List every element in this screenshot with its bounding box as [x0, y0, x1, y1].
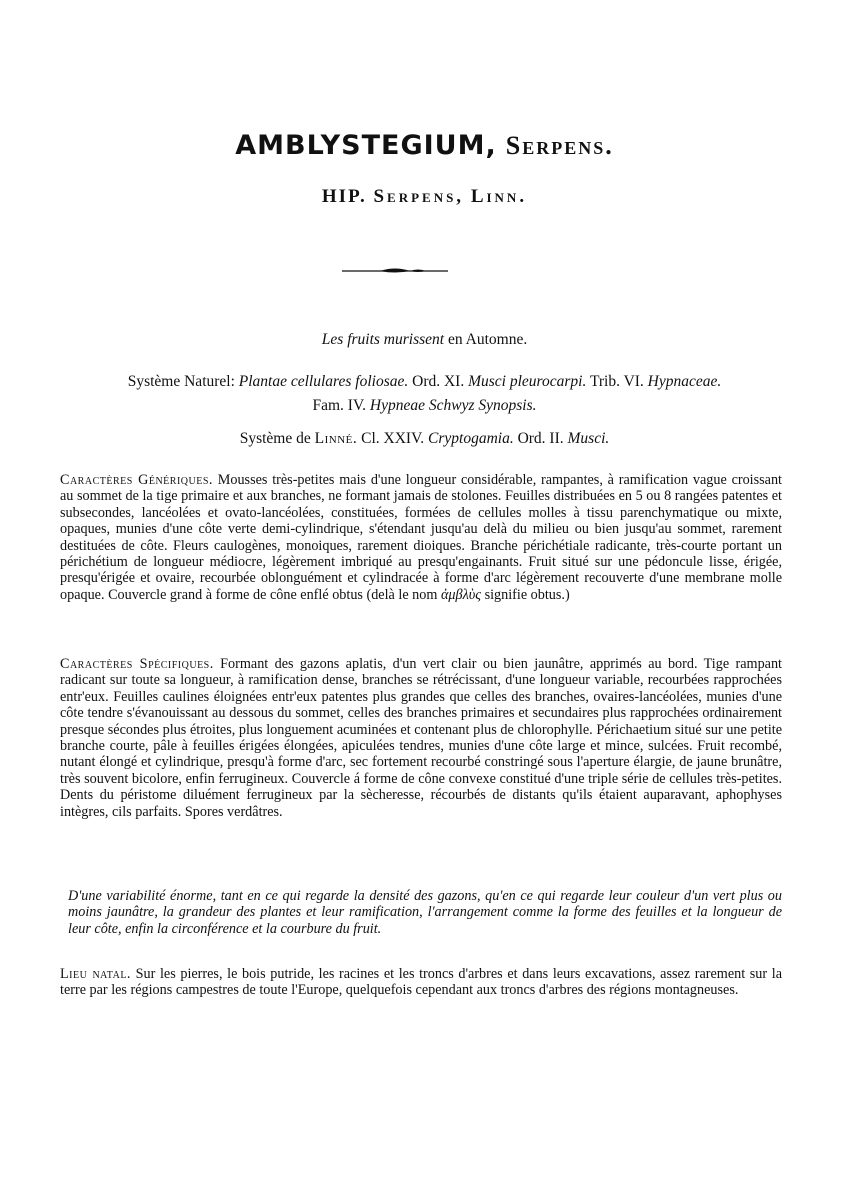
page-title [0, 130, 849, 162]
systeme-naturel-line-1 [0, 373, 849, 391]
generic-characters-text: Mousses très-petites mais d'une longueur considérable, rampantes, à ramification vague croissant au sommet de la tige primaire et aux branches, ne formant jamais de stolones. Feuilles distribuées en 5 ou 8 rangées patentes et subsecondes, lancéolées et ovato-lancéolées, constituées, formées de cellules molles à tissu parenchymatique ou mixte, opaques, munies d'une côte verte demi-cylindrique, s'étendant jusqu'au delà du milieu ou bien jusqu'au sommet, rarement destituées de côte. Fleurs caulogènes, monoiques, rarement dioiques. Branche périchétiale radicante, très-courte portant un périchétium de longueur médiocre, légèrement imbriqué au presqu'engainants. Fruit situé sur une pédoncule lisse, érigée, presqu'érigée et ovaire, recourbée oblonguément et cylindracée à forme d'arc légèrement recouverte d'une membrane molle opaque. Couvercle grand à forme de cône enflé obtus (delà le nom [60, 472, 782, 603]
habitat-text: Sur les pierres, le bois putride, les racines et les troncs d'arbres et dans leurs excavations, assez rarement sur la terre par les régions campestres de toute l'Europe, quelquefois cependant aux troncs d'arbres des régions montagneuses. [60, 966, 782, 999]
systeme-naturel-class: Plantae cellulares foliosae. [238, 373, 409, 390]
generic-characters-paragraph [60, 472, 782, 603]
specific-characters-paragraph [60, 656, 782, 820]
systeme-linne-order: Musci. [567, 430, 610, 447]
habitat-heading: Lieu natal. [60, 966, 131, 982]
systeme-linne-line [0, 430, 849, 448]
systeme-linne-ord: Ord. II. [517, 430, 564, 447]
genus-name: AMBLYSTEGIUM, [235, 130, 497, 161]
systeme-naturel-ord-num: XI. [443, 373, 465, 390]
fruiting-season [0, 331, 849, 349]
generic-characters-heading: Caractères Génériques. [60, 472, 213, 488]
variability-paragraph [68, 888, 782, 937]
systeme-naturel-family: Hypneae Schwyz Synopsis. [369, 397, 537, 414]
variability-text: D'une variabilité énorme, tant en ce qui regarde la densité des gazons, qu'en ce qui regarde leur couleur d'un vert plus ou moins jaunâtre, la grandeur des plantes et leur ramification, l'arrangement comme la forme des feuilles et la longueur de leur côte, enfin la circonférence et la courbure du fruit. [68, 888, 782, 937]
generic-characters-text-end: signifie obtus.) [484, 586, 570, 603]
season-italic: Les fruits murissent [321, 331, 445, 348]
systeme-naturel-trib-label: Trib. VI. [589, 373, 644, 390]
systeme-linne-name: Linné. [314, 430, 358, 447]
systeme-linne-label: Système de [239, 430, 311, 447]
systeme-naturel-ord-label: Ord. [412, 373, 441, 390]
habitat-paragraph [60, 966, 782, 999]
systeme-naturel-tribe: Hypnaceae. [647, 373, 722, 390]
systeme-naturel-line-2 [0, 397, 849, 415]
synonym-prefix: HIP. [321, 186, 367, 207]
species-name: Serpens. [505, 131, 614, 160]
systeme-naturel-label: Système Naturel: [127, 373, 235, 390]
systeme-linne-class: Cryptogamia. [428, 430, 514, 447]
synonym-line [0, 186, 849, 208]
systeme-naturel-order: Musci pleurocarpi. [468, 373, 587, 390]
season-rest: en Automne. [447, 331, 528, 348]
ornament-rule [340, 265, 450, 277]
specific-characters-text: Formant des gazons aplatis, d'un vert clair ou bien jaunâtre, apprimés au bord. Tige rampant radicant sur toute sa longueur, à ramification dense, branches se rétrécissant, d'une longueur variable, recourbées rapprochées entr'eux. Feuilles caulines éloignées entr'eux patentes plus grandes que celles des branches, ovaires-lancéolées, munies d'une côte tendre s'évanouissant au dessous du sommet, celles des branches primaires et secundaires plus rapprochées ordinairement presque sécondes plus étroites, plus longuement acuminées et contenant plus de chlorophylle. Périchaetium situé sur une petite branche courte, pâle à feuilles érigées élongées, apiculées tendres, munies d'une côte large et mince, sulcées. Fruit recombé, nutant élongé et cylindrique, presqu'à forme d'arc, sec fortement recourbé constringé sous l'aperture élargie, de jaune brunâtre, très souvent bicolore, enfin ferrugineux. Couvercle á forme de cône convexe constitué d'une triple série de cellules très-petites. Dents du péristome diluément ferrugineux par la sècheresse, récourbés de distants qu'ils étaient auparavant, aphophyses intègres, cils parfaits. Spores verdâtres. [60, 656, 782, 820]
systeme-linne-cl: Cl. XXIV. [361, 430, 425, 447]
systeme-naturel-fam-label: Fam. IV. [312, 397, 367, 414]
specific-characters-heading: Caractères Spécifiques. [60, 656, 214, 672]
synonym-species: Serpens, [373, 186, 465, 207]
synonym-author: Linn. [470, 186, 528, 207]
greek-word: ἀμβλὺς [440, 586, 482, 603]
